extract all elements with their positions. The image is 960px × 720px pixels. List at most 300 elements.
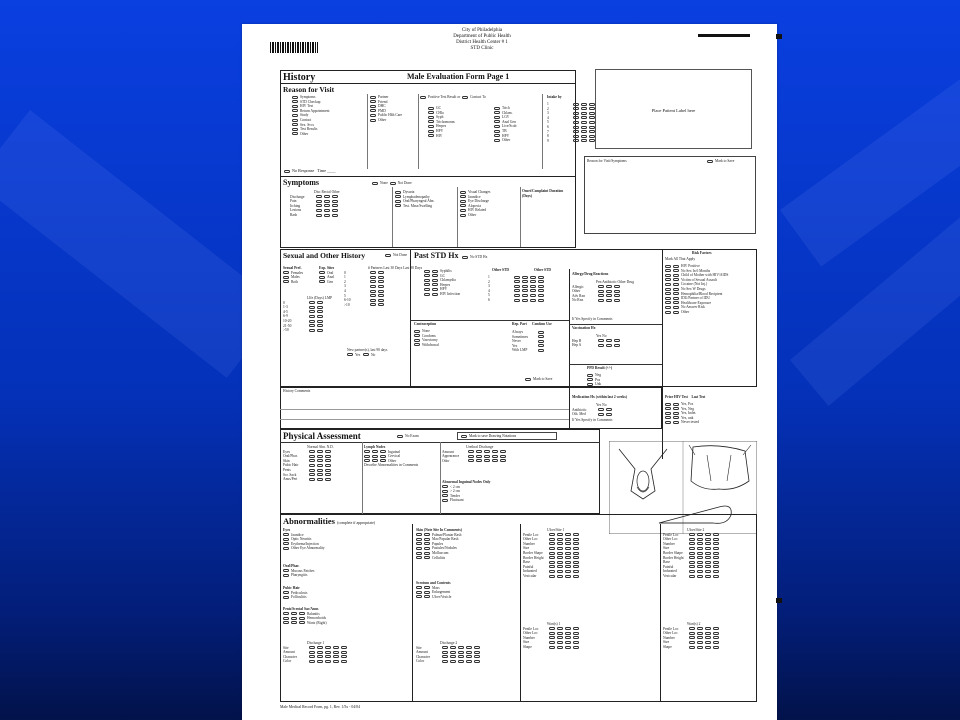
history-save: Mark to Save (525, 377, 552, 382)
grid-row[interactable]: 4-5 (283, 310, 332, 315)
grid-row[interactable]: 6-9 (283, 314, 332, 319)
column-headers: Normal Abn. N.D. (307, 445, 334, 449)
grid-row[interactable]: Rash (290, 213, 340, 218)
grid-row[interactable]: 1 (344, 275, 422, 280)
grid-row[interactable]: Base (663, 560, 721, 565)
grid-row[interactable]: Size (663, 546, 721, 551)
checkbox-item[interactable]: Pediculosis (283, 591, 307, 596)
checkbox-item[interactable]: Males (283, 275, 303, 280)
checkbox-item[interactable]: Return Appointment (292, 109, 329, 114)
checkbox-item[interactable]: Mac/Papular Rash (416, 537, 462, 542)
lifetime-table (283, 296, 332, 333)
checkbox-item[interactable]: HIV (428, 134, 455, 139)
checkbox-item[interactable]: Eye Discharge (460, 199, 490, 204)
checkbox-item[interactable]: Sex. Svcs (292, 123, 329, 128)
reason-symptoms-save: Mark to Save (707, 159, 734, 164)
grid-row[interactable]: Other Loc (663, 631, 721, 636)
group-title: Sexual Pref. (283, 266, 302, 270)
lymph-table (364, 445, 438, 468)
checkbox-item[interactable]: Balanitis (283, 612, 327, 617)
column-headers: Urethral Discharge (466, 445, 494, 449)
allergy-note: If Yes Specify in Comments (572, 317, 613, 321)
abn-scrotum (416, 581, 451, 599)
grid-row[interactable]: Eyes (283, 450, 334, 455)
grid-row[interactable]: Sometimes (512, 335, 546, 340)
grid-row[interactable]: Other Loc (523, 631, 581, 636)
checkbox-item[interactable]: Warts (Right) (283, 621, 327, 626)
grid-row[interactable]: Skin (283, 459, 334, 464)
column-headers: Disc Rectal Other (314, 190, 340, 194)
checkbox-item[interactable]: Contact (292, 118, 329, 123)
checkbox-item[interactable]: HIV Positive (665, 264, 728, 269)
sexual-history-title: Sexual and Other History (283, 251, 366, 260)
grid-row[interactable]: Number (523, 636, 581, 641)
grid-row[interactable]: 1 (488, 275, 546, 280)
medication-note: If Yes Specify in Comments (572, 418, 613, 422)
checkbox-item[interactable]: Erythema/Injection (283, 542, 325, 547)
reason-symptoms-title: Reason for Visit/Symptoms (587, 159, 627, 163)
checkbox-item[interactable]: Fluctuant (442, 498, 490, 503)
checkbox-item[interactable]: PMD (370, 109, 402, 114)
prior-hiv-title: Prior HIV Test Last Test (665, 395, 706, 399)
column-headers: Pen Antibiotic Other Drug (596, 280, 635, 284)
grid-row[interactable]: Penis (283, 468, 334, 473)
checkbox-item[interactable]: Cervical (364, 454, 438, 459)
grid-row[interactable]: 5 (344, 294, 422, 299)
grid-row[interactable]: 7 (547, 130, 597, 135)
checkbox-item[interactable]: Withdrawal (414, 343, 439, 348)
group-title: Exp. Sites (319, 266, 335, 270)
checkbox-item[interactable]: Gen (319, 280, 334, 285)
rep-part: Rep. Part (512, 322, 527, 326)
checkbox-item[interactable]: Lice/Scab (494, 124, 516, 129)
grid-row[interactable]: No Rxn (572, 298, 634, 303)
physical-no-exam: No Exam (397, 434, 419, 439)
header-line: STD Clinic (470, 46, 494, 51)
risk-factors-sub: Mark All That Apply (665, 257, 696, 261)
wart-1 (523, 622, 581, 650)
grid-row[interactable]: Shape (663, 645, 721, 650)
grid-row[interactable]: Penile Loc (663, 533, 721, 538)
grid-row[interactable]: Penile Loc (523, 533, 581, 538)
symptoms-mid (395, 190, 434, 208)
grid-row[interactable]: Amount (416, 650, 482, 655)
checkbox-item[interactable]: Jaundice (283, 533, 325, 538)
grid-row[interactable]: Color (283, 659, 349, 664)
ppd-title: PPD Result (+/-) (587, 366, 613, 370)
checkbox-item[interactable]: HPV (428, 129, 455, 134)
checkbox-item[interactable]: TB (494, 129, 516, 134)
checkbox-item[interactable]: Folliculitis (283, 595, 307, 600)
checkbox-item[interactable]: Syphilis (424, 269, 460, 274)
column-headers: Wart(s) 2 (687, 622, 701, 626)
vaccination-grid (572, 334, 622, 348)
grid-row[interactable]: Amount (283, 650, 349, 655)
column-headers: Wart(s) 1 (547, 622, 561, 626)
grid-row[interactable]: Indurated (523, 569, 581, 574)
checkbox-item[interactable]: Females (283, 271, 303, 276)
checkbox-item[interactable]: HIV Infection (424, 292, 460, 297)
checkbox-item[interactable]: Oral/Pharyngeal Abn. (395, 199, 434, 204)
checkbox-item[interactable]: Papules (416, 542, 462, 547)
checkbox-item[interactable]: No Sex W Drugs (665, 287, 728, 292)
grid-row[interactable]: Amount (442, 450, 508, 455)
column-headers: Yes No (596, 403, 607, 407)
checkbox-item[interactable]: < 2 cm (442, 485, 490, 490)
group-title: Lymph Nodes (364, 445, 386, 449)
column-headers: Yes No (596, 334, 607, 338)
grid-row[interactable]: 8 (547, 134, 597, 139)
checkbox-item[interactable]: Other (370, 118, 402, 123)
grid-row[interactable]: Number (523, 542, 581, 547)
past-std-none: No STD Hx (462, 255, 487, 260)
grid-row[interactable]: Character (283, 655, 349, 660)
page-edge-mark (776, 34, 782, 39)
checkbox-item[interactable]: Other (292, 132, 329, 137)
condom-grid (512, 330, 546, 353)
column-headers: Ulcer/Site 1 (547, 528, 565, 532)
symptoms-grid (290, 190, 340, 218)
grid-row[interactable]: Oth. Med (572, 412, 614, 417)
column-headers: Ulcer/Site 2 (687, 528, 705, 532)
grid-row[interactable]: Vesicular (663, 574, 721, 579)
grid-row[interactable]: Penile Loc (663, 627, 721, 632)
checkbox-item[interactable]: Cellulitis (416, 556, 462, 561)
checkbox-item[interactable]: Anal (319, 275, 334, 280)
checkbox-item[interactable]: Test. Mass/Swelling (395, 204, 434, 209)
allergy-grid (572, 280, 634, 303)
grid-row[interactable]: Shape (523, 645, 581, 650)
grid-row[interactable]: Vesicular (523, 574, 581, 579)
symptoms-title: Symptoms (283, 178, 320, 187)
checkbox-item[interactable]: Other (494, 138, 516, 143)
form-title: Male Evaluation Form Page 1 (407, 72, 510, 81)
checkbox-item[interactable]: Other (665, 310, 728, 315)
grid-row[interactable]: Number (663, 542, 721, 547)
grid-row[interactable]: Itching (290, 204, 340, 209)
ppd-grid (587, 373, 601, 387)
checkbox-item[interactable]: Other (364, 459, 438, 464)
other-std-grid (488, 275, 546, 303)
abn-discharge-1 (283, 641, 349, 664)
physical-title: Physical Assessment (283, 431, 361, 441)
group-title: Penis/Scrotal Sac/Anus (283, 607, 319, 611)
checkbox-item[interactable]: Partner (370, 95, 402, 100)
checkbox-item[interactable]: No Sex In 6 Months (665, 269, 728, 274)
checkbox-item[interactable]: Symptoms (292, 95, 329, 100)
grid-row[interactable]: Border Height (523, 556, 581, 561)
checkbox-item[interactable]: Yes, unk (665, 416, 699, 421)
grid-row[interactable]: 6 (488, 298, 546, 303)
checkbox-item[interactable]: Inguinal (364, 450, 438, 455)
checkbox-item[interactable]: Pustules/Nodules (416, 546, 462, 551)
grid-row[interactable]: Appearance (442, 454, 508, 459)
grid-row[interactable]: 2 (488, 280, 546, 285)
checkbox-item[interactable]: DHC (370, 104, 402, 109)
grid-row[interactable]: Indurated (663, 569, 721, 574)
physical-grid (283, 445, 334, 482)
checkbox-item[interactable]: Other Eye Abnormality (283, 546, 325, 551)
checkbox-item[interactable]: CHla (428, 111, 455, 116)
checkbox-item[interactable]: Condoms (414, 334, 439, 339)
checkbox-item[interactable]: Victim of Sexual Assault (665, 278, 728, 283)
checkbox-item[interactable]: Healthcare Exposure (665, 301, 728, 306)
checkbox-item[interactable]: Palmar/Plantar Rash (416, 533, 462, 538)
grid-row[interactable]: Yes (512, 344, 546, 349)
group-title: Eyes (283, 528, 291, 532)
past-std-list (424, 269, 460, 297)
checkbox-item[interactable]: Chlam. (494, 111, 516, 116)
grid-row[interactable]: 2 (344, 280, 422, 285)
grid-row[interactable]: Size (523, 546, 581, 551)
grid-row[interactable]: Size (523, 640, 581, 645)
checkbox-item[interactable]: Child of Mother with HIV/AIDS (665, 273, 728, 278)
patient-label-text: Place Patient Label here (651, 108, 696, 113)
checkbox-item[interactable]: Jaundice (460, 195, 490, 200)
form-footer: Male Medical Record Form, pg. 1, Rev. 1/5x - 04/04 (280, 705, 361, 709)
checkbox-item[interactable]: Pharyngitis (283, 573, 314, 578)
checkbox-item[interactable]: > 2 cm (442, 489, 490, 494)
column-headers: LIfe (Days) LMP (307, 296, 333, 300)
checkbox-item[interactable]: GC (424, 274, 460, 279)
grid-row[interactable]: Border Shape (523, 551, 581, 556)
other-std-2: Other STD (534, 268, 552, 272)
checkbox-item[interactable]: Study (292, 113, 329, 118)
grid-row[interactable]: Never (512, 339, 546, 344)
abn-discharge-2 (416, 641, 482, 664)
grid-row[interactable]: With LMP (512, 348, 546, 353)
medication-title: Medication Hx (within last 2 weeks) (572, 395, 628, 399)
grid-row[interactable]: 0 (283, 301, 332, 306)
grid-row[interactable]: 1-3 (283, 305, 332, 310)
checkbox-item[interactable]: IDU/Partner of IDU (665, 296, 728, 301)
column-headers: Discharge 1 (307, 641, 325, 645)
checkbox-item[interactable]: Yes, Neg (665, 407, 699, 412)
grid-row[interactable]: Odor (442, 459, 508, 464)
checkbox-item[interactable]: Other (460, 213, 490, 218)
abn-eyes (283, 528, 325, 551)
grid-row[interactable]: 2 (547, 107, 597, 112)
history-title: History (283, 72, 316, 83)
checkbox-item[interactable]: HIV Related (460, 208, 490, 213)
symptoms-none: None Not Done (372, 181, 412, 186)
checkbox-item[interactable]: HPV (494, 134, 516, 139)
column-headers: Discharge 2 (440, 641, 458, 645)
grid-row[interactable]: 21-50 (283, 324, 332, 329)
abn-penis (283, 607, 327, 625)
grid-row[interactable]: Scr. Sack (283, 473, 334, 478)
grid-row[interactable]: Color (416, 659, 482, 664)
intake-by-label: Intake by (547, 95, 562, 99)
describe-note: Describe Abnormalities in Comments (364, 463, 419, 468)
grid-row[interactable]: 10-20 (283, 319, 332, 324)
other-std-1: Other STD (492, 268, 510, 272)
risk-factors-list (665, 264, 728, 315)
wart-2 (663, 622, 721, 650)
group-title: Scrotum and Contents (416, 581, 451, 585)
grid-row[interactable]: Site (416, 646, 482, 651)
grid-row[interactable]: Hep A (572, 343, 622, 348)
grid-row[interactable]: Lesions (290, 208, 340, 213)
past-std-title: Past STD Hx (414, 251, 459, 260)
checkbox-item[interactable]: Friend (370, 100, 402, 105)
history-comments-title: History Comments (283, 389, 311, 393)
checkbox-item[interactable]: No Answer Risk (665, 305, 728, 310)
allergy-title: Allergy/Drug Reactions (572, 272, 609, 276)
checkbox-item[interactable]: Tender (442, 494, 490, 499)
grid-row[interactable]: 6-10 (344, 298, 422, 303)
referred-list (370, 95, 402, 123)
grid-row[interactable]: Other (572, 289, 634, 294)
contraception-title: Contraception (414, 322, 437, 326)
reason-symptoms-box (584, 156, 756, 234)
grid-row[interactable]: Painful (523, 565, 581, 570)
grid-row[interactable]: 3 (344, 284, 422, 289)
checkbox-item[interactable]: Pos (587, 378, 601, 383)
grid-row[interactable]: 6 (547, 125, 597, 130)
checkbox-item[interactable]: Optic Neuritis (283, 537, 325, 542)
checkbox-item[interactable]: Neg (587, 373, 601, 378)
checkbox-item[interactable]: Never tested (665, 420, 699, 425)
checkbox-item[interactable]: Molluscum (416, 551, 462, 556)
onset-label: Onset/Complaint Duration (Days) (522, 189, 564, 198)
checkbox-item[interactable]: Herpes (424, 283, 460, 288)
checkbox-item[interactable]: Yes, Indet. (665, 411, 699, 416)
grid-row[interactable]: 5 (488, 293, 546, 298)
checkbox-item[interactable]: Visual Changes (460, 190, 490, 195)
grid-row[interactable]: Border Shape (663, 551, 721, 556)
grid-row[interactable]: Other Loc (523, 537, 581, 542)
contraception-list (414, 329, 439, 347)
group-title: Pubic Hair (283, 586, 300, 590)
grid-row[interactable]: 5 (547, 120, 597, 125)
form-header (392, 28, 572, 52)
checkbox-item[interactable]: Alopecia (460, 204, 490, 209)
checkbox-item[interactable]: Herpes (428, 124, 455, 129)
grid-row[interactable]: Always (512, 330, 546, 335)
checkbox-item[interactable]: Enlargement (416, 590, 451, 595)
risk-factors-title: Risk Factors (692, 251, 712, 255)
checkbox-item[interactable]: Chlamydia (424, 278, 460, 283)
checkbox-item[interactable]: Ulcer/Vesicle (416, 595, 451, 600)
grid-row[interactable]: Base (523, 560, 581, 565)
grid-row[interactable]: Size (663, 640, 721, 645)
abn-pubic (283, 586, 307, 600)
no-response: No Response Time ____ (284, 168, 335, 173)
grid-row[interactable]: Number (663, 636, 721, 641)
mark-drawing-button[interactable]: Mark to save Drawing Notations (457, 432, 557, 440)
grid-row[interactable]: 1 (547, 102, 597, 107)
grid-row[interactable]: 3 (547, 111, 597, 116)
checkbox-item[interactable]: Oral (319, 271, 334, 276)
checkbox-item[interactable]: LGV (494, 115, 516, 120)
ulcer-site-1 (523, 528, 581, 579)
grid-row[interactable]: Anus/Peri (283, 477, 334, 482)
exp-sites (319, 266, 334, 284)
checkbox-item[interactable]: HIV Test (292, 104, 329, 109)
grid-row[interactable]: 4 (547, 116, 597, 121)
checkbox-item[interactable]: None (414, 329, 439, 334)
grid-row[interactable]: Character (416, 655, 482, 660)
grid-row[interactable]: Penile Loc (523, 627, 581, 632)
page-edge-mark (776, 598, 782, 603)
group-title: Oral/Phar. (283, 564, 300, 568)
scanned-form-page (242, 24, 777, 720)
grid-row[interactable]: 4 (488, 289, 546, 294)
tests-list-2 (494, 106, 516, 143)
top-rule (698, 34, 750, 37)
grid-row[interactable]: 4 (344, 289, 422, 294)
checkbox-item[interactable]: Cocaine (Not Inj.) (665, 282, 728, 287)
header-line: Department of Public Health (453, 34, 511, 39)
prior-hiv-list (665, 402, 699, 425)
checkbox-item[interactable]: HPV (424, 287, 460, 292)
tests-list (428, 106, 455, 138)
checkbox-item[interactable]: Dysuria (395, 190, 434, 195)
checkbox-item[interactable]: STD Checkup (292, 100, 329, 105)
sexual-pref (283, 266, 303, 284)
grid-row[interactable]: Adv Rxn (572, 294, 634, 299)
abn-oral (283, 564, 314, 578)
grid-row[interactable]: Allergic (572, 285, 634, 290)
grid-row[interactable]: Painful (663, 565, 721, 570)
checkbox-item[interactable]: Both (283, 280, 303, 285)
grid-row[interactable]: Oral/Phar. (283, 454, 334, 459)
abn-inguinal (442, 480, 490, 503)
grid-row[interactable]: Antibiotic (572, 408, 614, 413)
checkbox-item[interactable]: Mass (416, 586, 451, 591)
checkbox-item[interactable]: Hemophilia/Blood Recipient (665, 292, 728, 297)
checkbox-item[interactable]: Trichomonas (428, 120, 455, 125)
checkbox-item[interactable]: Test Results (292, 127, 329, 132)
checkbox-item[interactable]: Anal Gen (494, 120, 516, 125)
grid-row[interactable]: >10 (344, 303, 422, 308)
grid-row[interactable]: 9 (547, 139, 597, 144)
checkbox-item[interactable]: GC (428, 106, 455, 111)
urethral-table (442, 445, 508, 463)
checkbox-item[interactable]: Unk (587, 382, 601, 387)
group-title: Skin (Note Site In Comments) (416, 528, 462, 532)
reason-list (292, 95, 329, 136)
positive-test-label: Positive Test Result or Contact To (420, 95, 486, 100)
ulcer-site-2 (663, 528, 721, 579)
grid-row[interactable]: >50 (283, 328, 332, 333)
grid-row[interactable]: 3 (488, 284, 546, 289)
grid-row[interactable]: Pubic Hair (283, 463, 334, 468)
checkbox-item[interactable]: Syph (428, 115, 455, 120)
grid-row[interactable]: 0 (344, 271, 422, 276)
grid-row[interactable]: Hep B (572, 339, 622, 344)
grid-row[interactable]: Site (283, 646, 349, 651)
checkbox-item[interactable]: Trich (494, 106, 516, 111)
grid-row[interactable]: Border Height (663, 556, 721, 561)
checkbox-item[interactable]: Vasectomy (414, 338, 439, 343)
checkbox-item[interactable]: Hemorrhoids (283, 616, 327, 621)
new-partner: New partner(s), last 90 days Yes No (347, 348, 388, 357)
grid-row[interactable]: Other Loc (663, 537, 721, 542)
checkbox-item[interactable]: Yes, Pos (665, 402, 699, 407)
grid-row[interactable]: Pain (290, 199, 340, 204)
grid-row[interactable]: Discharge (290, 195, 340, 200)
abnormalities-title: Abnormalities (complete if appropriate) (283, 516, 376, 526)
checkbox-item[interactable]: Public Hlth Care (370, 113, 402, 118)
vaccination-title: Vaccination Hx (572, 326, 596, 330)
column-headers: # Partners Last 30 Days Last 90 Days (368, 266, 423, 270)
checkbox-item[interactable]: Mucous Patches (283, 569, 314, 574)
checkbox-item[interactable]: Lymphadenopathy (395, 195, 434, 200)
sexual-not-done: Not Done (385, 253, 407, 258)
condom-use: Condom Use (532, 322, 552, 326)
